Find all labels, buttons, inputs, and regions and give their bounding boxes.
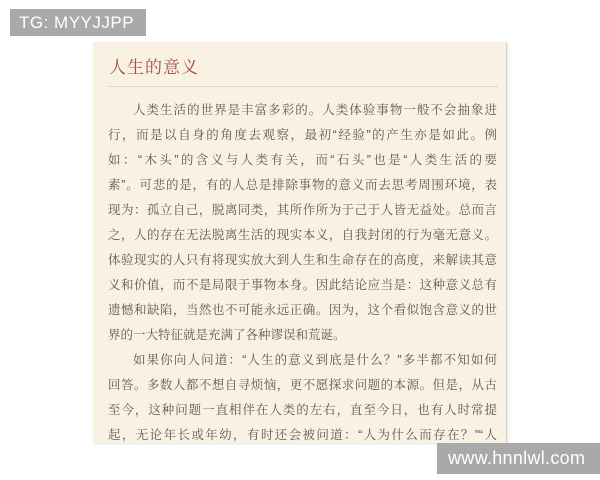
text-line: 义和价值，而不是局限于事物本身。因此结论应当是：这种意义总有 bbox=[108, 278, 497, 292]
text-line: 行，而是以自身的角度去观察，最初“经验”的产生亦是如此。例 bbox=[108, 128, 497, 142]
title-divider bbox=[108, 86, 497, 87]
text-line: 之，人的存在无法脱离生活的现实本义，自我封闭的行为毫无意义。 bbox=[108, 228, 497, 242]
text-line: 起，无论年长或年幼，有时还会被问道：“人为什么而存在？”“人 bbox=[108, 428, 497, 442]
text-line: 人类生活的世界是丰富多彩的。人类体验事物一般不会抽象进 bbox=[133, 103, 497, 117]
text-line: 至今，这种问题一直相伴在人类的左右，直至今日，也有人时常提 bbox=[108, 403, 497, 417]
page-title: 人生的意义 bbox=[109, 58, 199, 77]
text-line: 如果你向人问道：“人生的意义到底是什么？”多半都不知如何 bbox=[133, 353, 497, 367]
telegram-badge: TG: MYYJJPP bbox=[10, 9, 146, 36]
text-line: 体验现实的人只有将现实放大到人生和生命存在的高度，来解读其意 bbox=[108, 253, 497, 267]
text-line: 如：“木头”的含义与人类有关，而“石头”也是“人类生活的要 bbox=[108, 153, 497, 167]
text-line: 回答。多数人都不想自寻烦恼，更不愿探求问题的本源。但是，从古 bbox=[108, 378, 497, 392]
article-page bbox=[93, 42, 507, 443]
text-line: 现为：孤立自己，脱离同类，其所作所为于己于人皆无益处。总而言 bbox=[108, 203, 497, 217]
article-body bbox=[108, 98, 497, 443]
text-line: 素”。可悲的是，有的人总是排除事物的意义而去思考周围环境，表 bbox=[108, 178, 497, 192]
text-line: 遗憾和缺陷，当然也不可能永远正确。因为，这个看似饱含意义的世 bbox=[108, 303, 497, 317]
watermark-badge: www.hnnlwl.com bbox=[437, 443, 600, 474]
text-line: 界的一大特征就是充满了各种谬误和荒诞。 bbox=[108, 328, 346, 342]
